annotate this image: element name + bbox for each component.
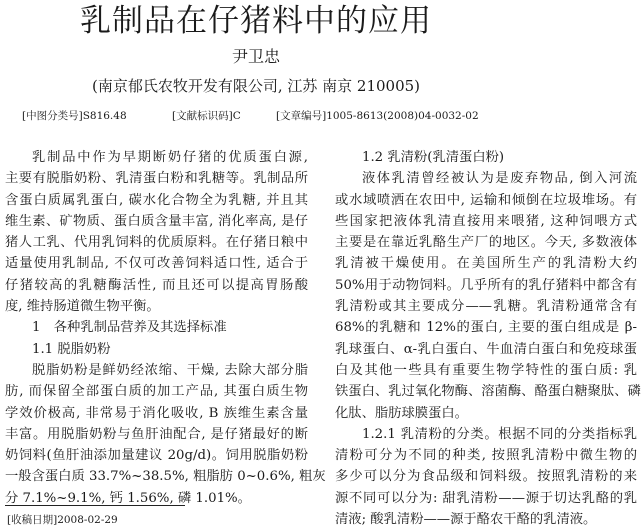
text-line: 脱脂奶粉是鲜奶经浓缩、干燥, 去除大部分脂 — [32, 362, 308, 378]
text-line: 多少可以分为食品级和饲料级。按照乳清粉的来 — [335, 469, 637, 485]
text-line: 白及其他一些具有重要生物学特性的蛋白质: 乳 — [335, 362, 637, 378]
left-column — [5, 147, 326, 509]
text-line: 猪人工乳、代用乳饲料的优质原料。在仔猪日粮中 — [5, 235, 308, 251]
author-affiliation: (南京郁氏农牧开发有限公司, 江苏 南京 210005) — [91, 77, 421, 95]
text-line: 1.2.1 乳清粉的分类。根据不同的分类指标乳 — [362, 426, 637, 442]
text-line: 奶饲料(鱼肝油添加量建议 20g/d)。饲用脱脂奶粉 — [5, 448, 308, 464]
text-line: 乳清粉或其主要成分——乳糖。乳清粉通常含有 — [335, 299, 637, 315]
text-line: 仔猪较高的乳糖酶活性, 而且还可以提高胃肠酸 — [5, 277, 308, 293]
text-line: 一般含蛋白质 33.7%~38.5%, 粗脂肪 0~0.6%, 粗灰 — [5, 469, 326, 485]
clc-number: [中图分类号]S816.48 — [22, 110, 127, 122]
article-number: [文章编号]1005-8613(2008)04-0032-02 — [276, 110, 479, 122]
text-line: 铁蛋白、乳过氧化物酶、溶菌酶、酪蛋白糖聚肽、磷 — [335, 384, 641, 400]
text-line: 50%用于动物饲料。几乎所有的乳仔猪料中都含有 — [335, 277, 637, 293]
text-line: 化肽、脂肪球膜蛋白。 — [335, 405, 468, 421]
article-title: 乳制品在仔猪料中的应用 — [80, 3, 432, 39]
text-line: 主要是在靠近乳酪生产厂的地区。今天, 多数液体 — [335, 235, 637, 251]
text-line: 肪, 而保留全部蛋白质的加工产品, 其蛋白质生物 — [5, 384, 308, 400]
footnote-divider — [5, 505, 185, 506]
text-line: 68%的乳糖和 12%的蛋白, 主要的蛋白组成是 β- — [335, 320, 637, 336]
text-line: 些国家把液体乳清直接用来喂猪, 这种饲喂方式 — [335, 213, 637, 229]
text-line: 度, 维持肠道微生物平衡。 — [5, 299, 160, 315]
text-line: 清液; 酸乳清粉——源于酪农干酪的乳清液。 — [335, 512, 597, 528]
text-line: 含蛋白质属乳蛋白, 碳水化合物全为乳糖, 并且其 — [5, 192, 308, 208]
text-line: 分 7.1%~9.1%, 钙 1.56%, 磷 1.01%。 — [5, 490, 251, 506]
text-line: 学效价极高, 非常易于消化吸收, B 族维生素含量 — [5, 405, 308, 421]
text-line: 主要有脱脂奶粉、乳清蛋白粉和乳糖等。乳制品所 — [5, 171, 308, 187]
text-line: 清粉可分为不同的种类, 按照乳清粉中微生物的 — [335, 448, 637, 464]
document-code: [文献标识码]C — [172, 110, 241, 122]
text-line: 1 各种乳制品营养及其选择标准 — [32, 320, 227, 336]
text-line: 源不同可以分为: 甜乳清粉——源于切达乳酪的乳 — [335, 490, 637, 506]
text-line: 1.2 乳清粉(乳清蛋白粉) — [362, 150, 505, 165]
text-line: 乳制品中作为早期断奶仔猪的优质蛋白源, — [32, 150, 308, 165]
text-line: 维生素、矿物质、蛋白质含量丰富, 消化率高, 是仔 — [5, 213, 308, 229]
text-line: 液体乳清曾经被认为是废弃物品, 倒入河流 — [362, 171, 637, 187]
text-line: 适量使用乳制品, 不仅可改善饲料适口性, 适合于 — [5, 256, 308, 272]
right-column — [335, 147, 641, 530]
author-name: 尹卫忠 — [231, 47, 280, 66]
text-line: 或水域喷洒在农田中, 运输和倾倒在垃圾堆场。有 — [335, 192, 637, 208]
received-date: [收稿日期]2008-02-29 — [7, 514, 118, 526]
text-line: 丰富。用脱脂奶粉与鱼肝油配合, 是仔猪最好的断 — [5, 426, 308, 442]
text-line: 1.1 脱脂奶粉 — [32, 341, 111, 357]
text-line: 乳清被干燥使用。在美国所生产的乳清粉大约 — [335, 256, 637, 272]
text-line: 乳球蛋白、α-乳白蛋白、牛血清白蛋白和免疫球蛋 — [335, 341, 637, 357]
